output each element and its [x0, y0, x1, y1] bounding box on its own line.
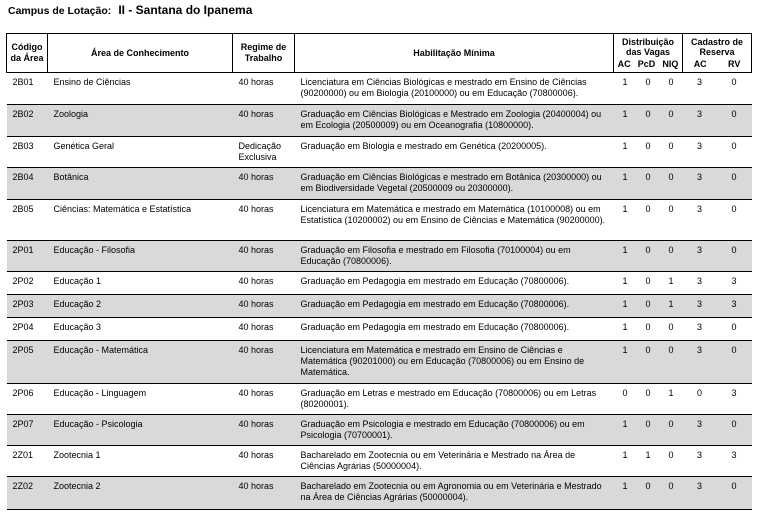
cell-cr-ac: 3	[683, 341, 717, 384]
cell-cr-rv: 0	[717, 341, 752, 384]
header-distribuicao	[614, 34, 683, 73]
table-row	[7, 168, 752, 200]
cell-pcd: 0	[637, 272, 660, 295]
cell-area: Zoologia	[48, 105, 233, 137]
cell-cr-rv: 3	[717, 446, 752, 477]
cell-habilitacao: Graduação em Biologia e mestrado em Genética (20200005).	[295, 137, 614, 168]
cell-cr-rv: 0	[717, 105, 752, 137]
table-row	[7, 200, 752, 241]
cell-pcd: 0	[637, 384, 660, 415]
cell-habilitacao: Graduação em Pedagogia em mestrado em Educação (70800006).	[295, 295, 614, 318]
cell-niq: 0	[660, 200, 683, 241]
cell-code: 2P02	[7, 272, 48, 295]
cell-niq: 1	[660, 384, 683, 415]
cell-regime: 40 horas	[233, 295, 295, 318]
cell-cr-ac: 3	[683, 446, 717, 477]
cell-habilitacao: Graduação em Ciências Biológicas e Mestrado em Zoologia (20400004) ou em Ecologia (20500009) ou em Oceanografia (10800000).	[295, 105, 614, 137]
cell-habilitacao: Graduação em Letras e mestrado em Educação (70800006) ou em Letras (80200001).	[295, 384, 614, 415]
cell-regime: 40 horas	[233, 200, 295, 241]
cell-code: 2Z02	[7, 477, 48, 510]
cell-cr-ac: 0	[683, 384, 717, 415]
cell-area: Educação 2	[48, 295, 233, 318]
cell-ac: 1	[614, 446, 637, 477]
cell-pcd: 0	[637, 241, 660, 272]
cell-cr-ac: 3	[683, 200, 717, 241]
cell-cr-ac: 3	[683, 241, 717, 272]
cell-code: 2B04	[7, 168, 48, 200]
cell-pcd: 0	[637, 105, 660, 137]
table-row	[7, 105, 752, 137]
cell-cr-ac: 3	[683, 272, 717, 295]
cell-niq: 0	[660, 241, 683, 272]
cell-habilitacao: Graduação em Pedagogia em mestrado em Educação (70800006).	[295, 272, 614, 295]
cell-regime: 40 horas	[233, 272, 295, 295]
cell-pcd: 0	[637, 341, 660, 384]
cell-ac: 1	[614, 200, 637, 241]
cell-habilitacao: Graduação em Psicologia e mestrado em Educação (70800006) ou em Psicologia (70700001).	[295, 415, 614, 446]
table-row	[7, 384, 752, 415]
header-habilitacao: Habilitação Mínima	[295, 34, 614, 73]
cell-cr-ac: 3	[683, 168, 717, 200]
cell-area: Educação - Filosofia	[48, 241, 233, 272]
cell-cr-rv: 3	[717, 384, 752, 415]
cell-ac: 1	[614, 415, 637, 446]
table-row	[7, 295, 752, 318]
cell-ac: 1	[614, 73, 637, 105]
cell-code: 2P04	[7, 318, 48, 341]
cell-cr-rv: 0	[717, 415, 752, 446]
header-regime: Regime de Trabalho	[233, 34, 295, 73]
cell-area: Educação - Linguagem	[48, 384, 233, 415]
cell-ac: 1	[614, 272, 637, 295]
cell-regime: Dedicação Exclusiva	[233, 137, 295, 168]
cell-pcd: 1	[637, 446, 660, 477]
cell-area: Botânica	[48, 168, 233, 200]
cell-cr-rv: 0	[717, 137, 752, 168]
cell-habilitacao: Graduação em Ciências Biológicas e mestrado em Botânica (20300000) ou em Biodiversidade Vegetal (20500009 ou 20300000).	[295, 168, 614, 200]
cell-niq: 0	[660, 477, 683, 510]
cell-regime: 40 horas	[233, 73, 295, 105]
cell-niq: 0	[660, 73, 683, 105]
cell-niq: 0	[660, 168, 683, 200]
cell-code: 2B01	[7, 73, 48, 105]
cell-pcd: 0	[637, 168, 660, 200]
table-row	[7, 241, 752, 272]
header-code: Código da Área	[7, 34, 48, 73]
cell-regime: 40 horas	[233, 318, 295, 341]
table-row	[7, 137, 752, 168]
table-row	[7, 341, 752, 384]
campus-header	[8, 3, 252, 17]
cell-cr-rv: 0	[717, 200, 752, 241]
cell-cr-rv: 3	[717, 295, 752, 318]
cell-cr-ac: 3	[683, 295, 717, 318]
cell-code: 2P05	[7, 341, 48, 384]
cell-cr-ac: 3	[683, 105, 717, 137]
cell-cr-ac: 3	[683, 137, 717, 168]
header-cr-rv: RV	[728, 58, 741, 69]
cell-cr-ac: 3	[683, 415, 717, 446]
cell-cr-ac: 3	[683, 73, 717, 105]
cell-ac: 1	[614, 341, 637, 384]
cell-niq: 0	[660, 341, 683, 384]
cell-area: Zootecnia 2	[48, 477, 233, 510]
campus-value: II - Santana do Ipanema	[118, 3, 253, 17]
table-row	[7, 446, 752, 477]
cell-habilitacao: Graduação em Filosofia e mestrado em Filosofia (70100004) ou em Educação (70800006).	[295, 241, 614, 272]
cell-area: Educação 3	[48, 318, 233, 341]
campus-label: Campus de Lotação:	[8, 5, 112, 17]
table-row	[7, 415, 752, 446]
table-row	[7, 73, 752, 105]
cell-ac: 1	[614, 137, 637, 168]
cell-pcd: 0	[637, 137, 660, 168]
cell-niq: 0	[660, 318, 683, 341]
cell-code: 2P03	[7, 295, 48, 318]
cell-code: 2P01	[7, 241, 48, 272]
header-cadastro	[683, 34, 752, 73]
header-ac: AC	[617, 58, 631, 69]
cell-niq: 1	[660, 272, 683, 295]
cell-ac: 1	[614, 318, 637, 341]
cell-habilitacao: Licenciatura em Matemática e mestrado em Matemática (10100008) ou em Estatística (10200002) ou em Ensino de Ciências e Matemática (90200000).	[295, 200, 614, 241]
cell-ac: 1	[614, 295, 637, 318]
cell-cr-rv: 0	[717, 241, 752, 272]
table-row	[7, 318, 752, 341]
cell-code: 2P07	[7, 415, 48, 446]
header-distribuicao-label: Distribuição das Vagas	[622, 36, 675, 57]
cell-habilitacao: Bacharelado em Zootecnia ou em Veterinária e Mestrado na Área de Ciências Agrárias (50000004).	[295, 446, 614, 477]
cell-cr-rv: 0	[717, 73, 752, 105]
cell-niq: 0	[660, 446, 683, 477]
cell-area: Ensino de Ciências	[48, 73, 233, 105]
cell-cr-ac: 3	[683, 477, 717, 510]
header-niq: NIQ	[662, 58, 679, 69]
cell-area: Educação - Psicologia	[48, 415, 233, 446]
cell-pcd: 0	[637, 295, 660, 318]
table-row	[7, 477, 752, 510]
cell-code: 2P06	[7, 384, 48, 415]
cell-ac: 1	[614, 477, 637, 510]
cell-regime: 40 horas	[233, 341, 295, 384]
header-area: Área de Conhecimento	[48, 34, 233, 73]
cell-ac: 1	[614, 105, 637, 137]
cell-habilitacao: Bacharelado em Zootecnia ou em Agronomia ou em Veterinária e Mestrado na Área de Ciências Agrárias (50000004).	[295, 477, 614, 510]
cell-cr-ac: 3	[683, 318, 717, 341]
cell-area: Ciências: Matemática e Estatística	[48, 200, 233, 241]
cell-area: Educação 1	[48, 272, 233, 295]
cell-ac: 0	[614, 384, 637, 415]
cell-regime: 40 horas	[233, 477, 295, 510]
cell-habilitacao: Licenciatura em Matemática e mestrado em Ensino de Ciências e Matemática (90201000) ou em Educação (70800006) ou em Ensino de Matemática.	[295, 341, 614, 384]
cell-code: 2Z01	[7, 446, 48, 477]
cell-regime: 40 horas	[233, 105, 295, 137]
cell-niq: 0	[660, 105, 683, 137]
cell-area: Educação - Matemática	[48, 341, 233, 384]
cell-regime: 40 horas	[233, 446, 295, 477]
cell-cr-rv: 0	[717, 318, 752, 341]
cell-regime: 40 horas	[233, 168, 295, 200]
cell-regime: 40 horas	[233, 384, 295, 415]
cell-regime: 40 horas	[233, 241, 295, 272]
cell-regime: 40 horas	[233, 415, 295, 446]
cell-pcd: 0	[637, 415, 660, 446]
table-row	[7, 272, 752, 295]
cell-code: 2B03	[7, 137, 48, 168]
cell-ac: 1	[614, 168, 637, 200]
header-pcd: PcD	[637, 58, 656, 69]
cell-cr-rv: 0	[717, 168, 752, 200]
cell-ac: 1	[614, 241, 637, 272]
cell-niq: 0	[660, 415, 683, 446]
vacancy-table	[6, 33, 752, 510]
cell-niq: 0	[660, 137, 683, 168]
cell-pcd: 0	[637, 318, 660, 341]
cell-pcd: 0	[637, 477, 660, 510]
cell-area: Zootecnia 1	[48, 446, 233, 477]
cell-pcd: 0	[637, 73, 660, 105]
cell-pcd: 0	[637, 200, 660, 241]
cell-cr-rv: 3	[717, 272, 752, 295]
cell-area: Genética Geral	[48, 137, 233, 168]
table-body	[7, 73, 752, 510]
cell-niq: 1	[660, 295, 683, 318]
cell-cr-rv: 0	[717, 477, 752, 510]
cell-code: 2B05	[7, 200, 48, 241]
table-header-row	[7, 34, 752, 73]
header-cr-ac: AC	[693, 58, 707, 69]
header-cadastro-label: Cadastro de Reserva	[691, 36, 744, 57]
cell-habilitacao: Licenciatura em Ciências Biológicas e mestrado em Ensino de Ciências (90200000) ou em Biologia (20100000) ou em Educação (70800006).	[295, 73, 614, 105]
cell-habilitacao: Graduação em Pedagogia em mestrado em Educação (70800006).	[295, 318, 614, 341]
cell-code: 2B02	[7, 105, 48, 137]
